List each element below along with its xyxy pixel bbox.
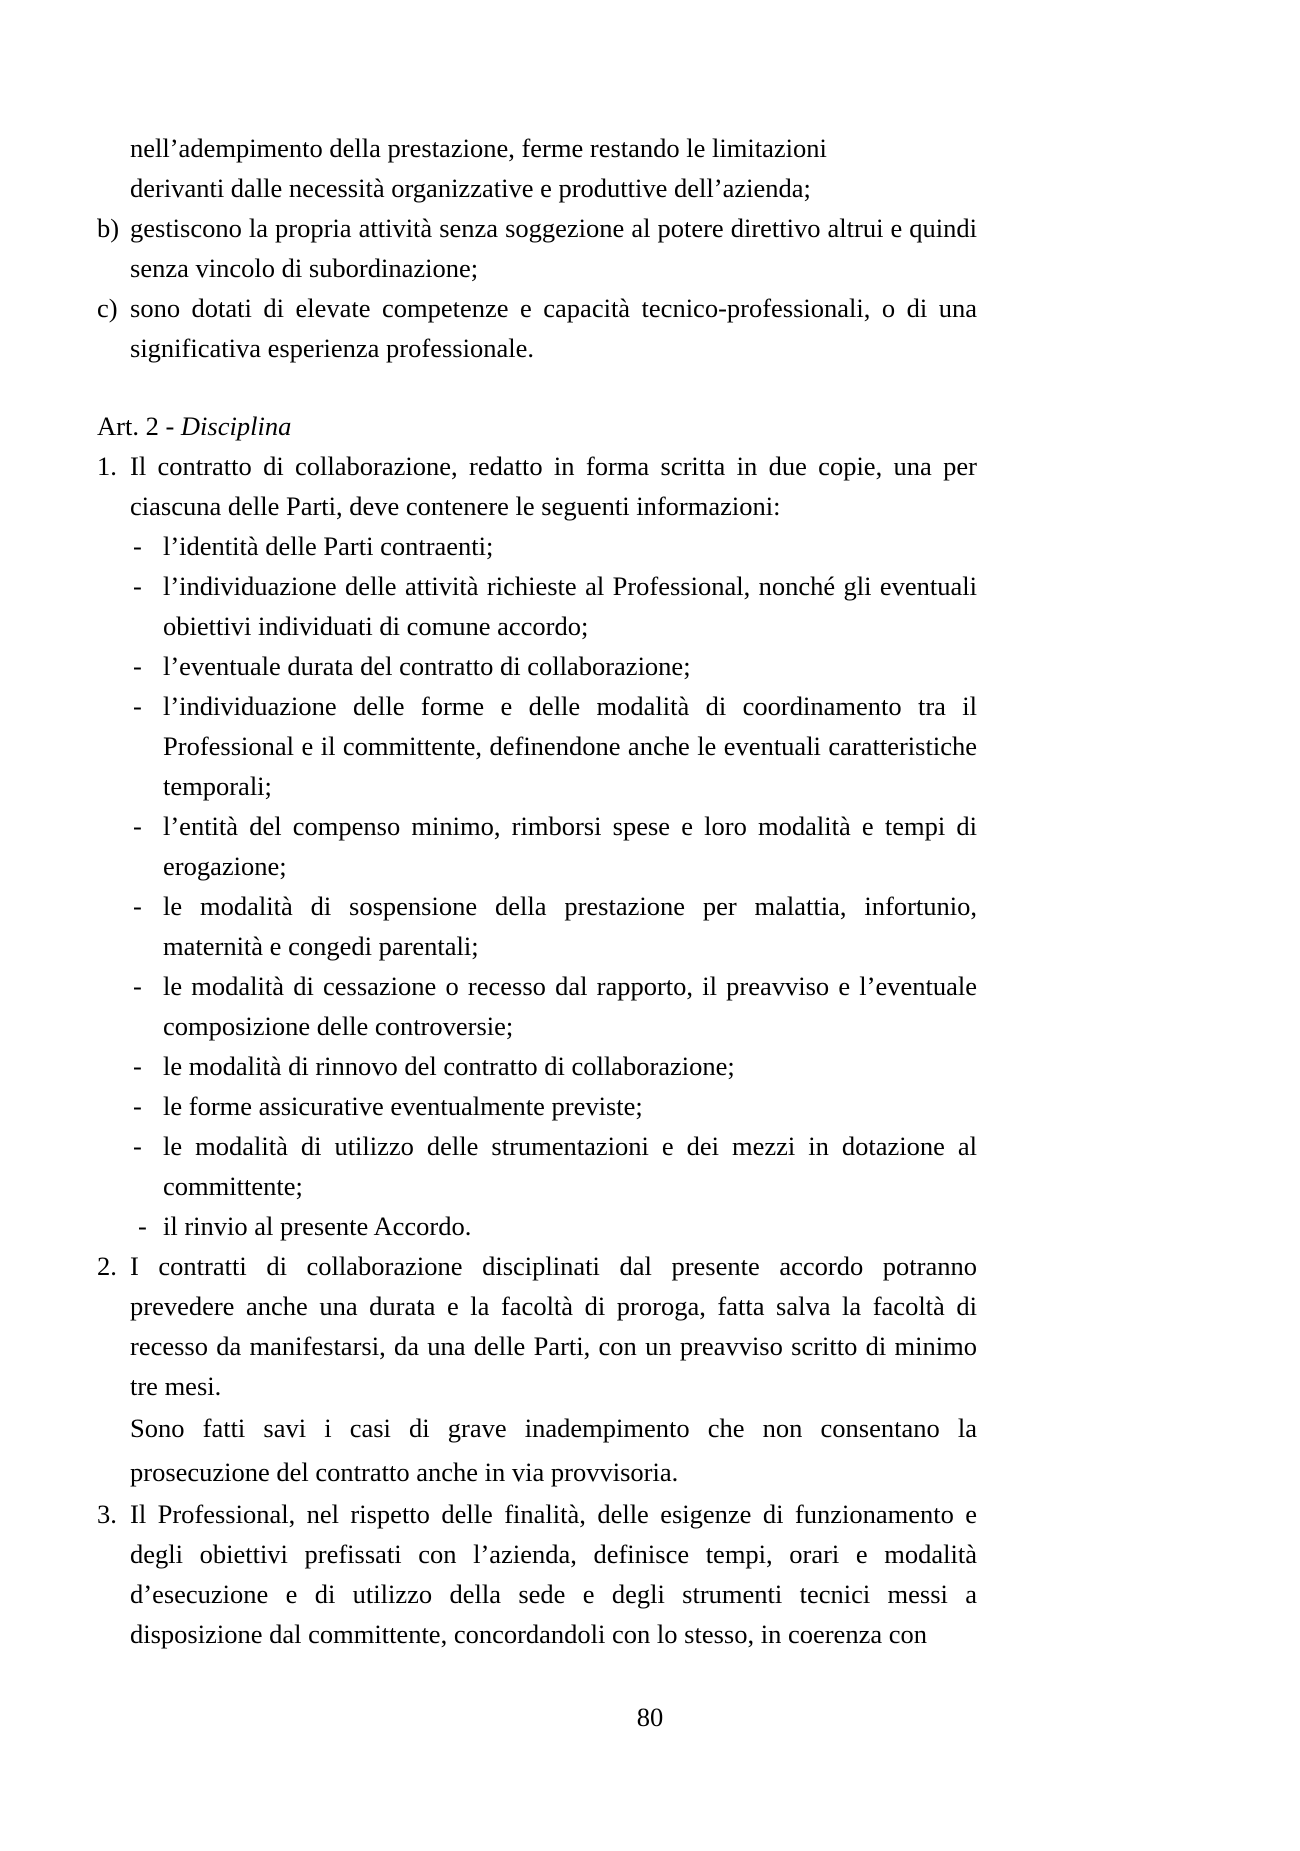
dash-item-6-text: le modalità di sospensione della prestazione per malattia, infortunio, maternità e congedi parentali; [163,891,977,961]
numbered-marker-1: 1. [97,451,117,481]
dash-item-9-text: le forme assicurative eventualmente previste; [163,1091,643,1121]
dash-item-2-text: l’individuazione delle attività richieste al Professional, nonché gli eventuali obiettivi individuati di comune accordo; [163,571,977,641]
dash-marker: - [133,691,142,721]
dash-item-3-text: l’eventuale durata del contratto di collaborazione; [163,651,691,681]
dash-item-2 [133,566,977,646]
article-heading-prefix: Art. 2 - [97,411,181,441]
top-continuation-line-1: nell’adempimento della prestazione, ferme restando le limitazioni [130,133,827,163]
dash-marker: - [133,651,142,681]
numbered-marker-3: 3. [97,1499,117,1529]
dash-item-1-text: l’identità delle Parti contraenti; [163,531,494,561]
numbered-item-2-continuation: Sono fatti savi i casi di grave inadempimento che non consentano la prosecuzione del contratto anche in via provvisoria. [130,1413,977,1487]
list-marker-c: c) [97,293,118,323]
dash-item-1 [133,526,977,566]
dash-item-8-text: le modalità di rinnovo del contratto di collaborazione; [163,1051,735,1081]
dash-item-4 [133,686,977,806]
numbered-item-2-text: I contratti di collaborazione disciplinati dal presente accordo potranno prevedere anche una durata e la facoltà di proroga, fatta salva la facoltà di recesso da manifestarsi, da una delle Parti, con un preavviso scritto di minimo tre mesi. [130,1251,977,1401]
dash-item-5-text: l’entità del compenso minimo, rimborsi spese e loro modalità e tempi di erogazione; [163,811,977,881]
dash-item-8 [133,1046,977,1086]
numbered-item-2 [97,1246,977,1406]
dash-item-3 [133,646,977,686]
numbered-marker-2: 2. [97,1251,117,1281]
dash-item-4-text: l’individuazione delle forme e delle modalità di coordinamento tra il Professional e il committente, definendone anche le eventuali caratteristiche temporali; [163,691,977,801]
dash-item-9 [133,1086,977,1126]
page-footer [0,1700,1300,1734]
numbered-item-3 [97,1494,977,1654]
dash-item-11 [138,1206,977,1246]
list-item-b [97,208,977,288]
dash-marker: - [133,1091,142,1121]
dash-item-6 [133,886,977,966]
dash-item-10 [133,1126,977,1206]
dash-item-7 [133,966,977,1046]
dash-marker: - [133,891,142,921]
numbered-item-1-text: Il contratto di collaborazione, redatto in forma scritta in due copie, una per ciascuna delle Parti, deve contenere le seguenti informazioni: [130,451,977,521]
list-item-c-text: sono dotati di elevate competenze e capacità tecnico-professionali, o di una significativa esperienza professionale. [130,293,977,363]
page-content [97,128,977,1654]
list-item-b-text: gestiscono la propria attività senza soggezione al potere direttivo altrui e quindi senza vincolo di subordinazione; [130,213,977,283]
numbered-item-1 [97,446,977,526]
dash-marker: - [133,971,142,1001]
dash-marker: - [133,1131,142,1161]
article-heading [97,406,977,446]
article-heading-title: Disciplina [180,411,292,441]
dash-item-11-text: il rinvio al presente Accordo. [163,1211,472,1241]
dash-marker: - [133,1051,142,1081]
top-continuation-paragraph [130,128,977,208]
section-spacer [97,368,977,406]
list-marker-b: b) [97,213,120,243]
numbered-item-3-text: Il Professional, nel rispetto delle finalità, delle esigenze di funzionamento e degli obiettivi prefissati con l’azienda, definisce tempi, orari e modalità d’esecuzione e di utilizzo della sede e degli strumenti tecnici messi a disposizione dal committente, concordandoli con lo stesso, in coerenza con [130,1499,977,1649]
dash-marker: - [133,811,142,841]
page-number: 80 [636,1702,664,1732]
dash-item-5 [133,806,977,886]
dash-item-10-text: le modalità di utilizzo delle strumentazioni e dei mezzi in dotazione al committente; [163,1131,977,1201]
dash-marker: - [133,531,142,561]
dash-marker: - [138,1211,147,1241]
list-item-c [97,288,977,368]
top-continuation-line-2: derivanti dalle necessità organizzative e produttive dell’azienda; [130,173,811,203]
dash-marker: - [133,571,142,601]
dash-item-7-text: le modalità di cessazione o recesso dal rapporto, il preavviso e l’eventuale composizione delle controversie; [163,971,977,1041]
